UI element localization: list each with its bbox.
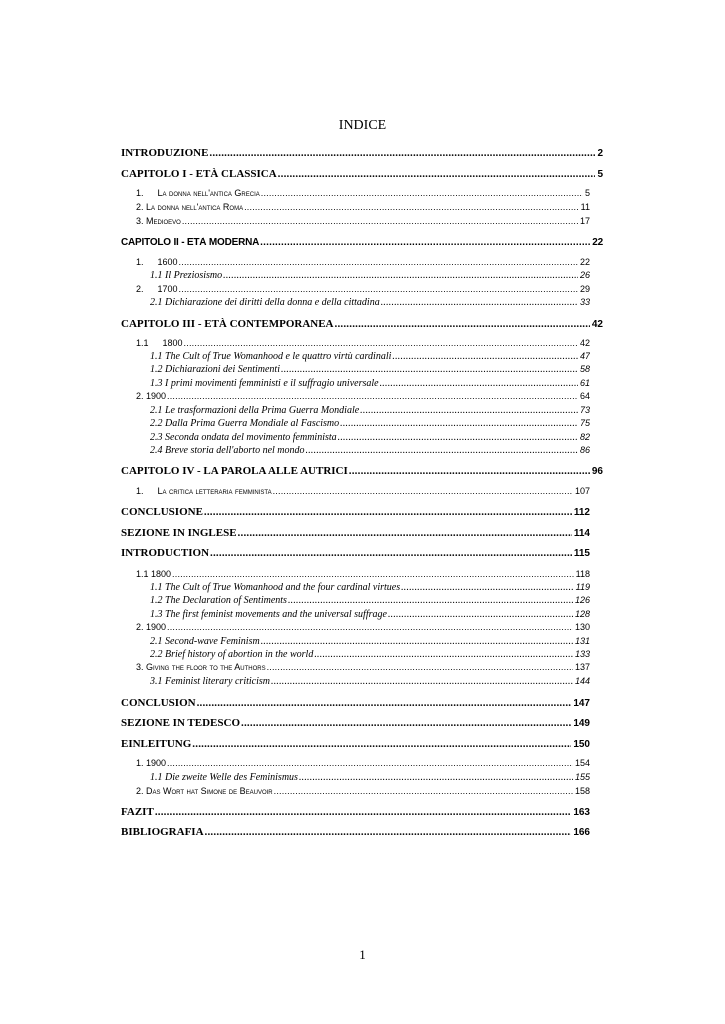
- toc-chapter-entry: [121, 806, 590, 818]
- toc-subsection-entry: [150, 270, 590, 281]
- dot-leader: [273, 486, 573, 496]
- toc-section-entry: [136, 188, 590, 198]
- toc-page-number: 144: [574, 676, 590, 686]
- toc-entry-label: CAPITOLO III - ETÀ CONTEMPORANEA: [121, 318, 334, 330]
- toc-section-entry: [136, 486, 590, 496]
- toc-entry-label: 2.1 Le trasformazioni della Prima Guerra Mondiale: [150, 405, 360, 416]
- dot-leader: [167, 391, 578, 401]
- toc-subsection-entry: [150, 445, 590, 456]
- toc-subsection-entry: [150, 649, 590, 660]
- toc-page-number: 131: [574, 636, 590, 646]
- toc-entry-label: BIBLIOGRAFIA: [121, 826, 204, 838]
- toc-chapter-entry: [121, 318, 603, 330]
- toc-page-number: 107: [574, 486, 590, 496]
- dot-leader: [388, 609, 573, 620]
- toc-subsection-entry: [150, 297, 590, 308]
- toc-entry-label: 1.1 The Cult of True Womanhood e le quattro virtù cardinali: [150, 351, 392, 362]
- toc-page-number: 22: [592, 237, 603, 248]
- toc-page-number: 58: [579, 364, 590, 374]
- toc-chapter-entry: [121, 168, 603, 180]
- toc-subsection-entry: [150, 432, 590, 443]
- dot-leader: [241, 717, 571, 729]
- toc-chapter-entry: [121, 527, 590, 539]
- toc-page-number: 75: [579, 418, 590, 428]
- toc-section-entry: [136, 391, 590, 401]
- dot-leader: [167, 758, 573, 768]
- dot-leader: [274, 786, 573, 796]
- toc-section-entry: [136, 622, 590, 632]
- toc-page-number: 154: [574, 758, 590, 768]
- dot-leader: [179, 284, 578, 294]
- toc-entry-label: INTRODUZIONE: [121, 147, 209, 159]
- toc-subsection-entry: [150, 364, 590, 375]
- toc-entry-label: 2. 1900: [136, 391, 167, 401]
- dot-leader: [260, 237, 590, 248]
- dot-leader: [167, 622, 573, 632]
- dot-leader: [306, 445, 578, 456]
- toc-entry-label: 1700: [157, 284, 178, 294]
- dot-leader: [299, 772, 573, 783]
- dot-leader: [278, 168, 596, 180]
- dot-leader: [172, 569, 574, 579]
- toc-page-number: 82: [579, 432, 590, 442]
- toc-page-number: 17: [579, 216, 590, 226]
- toc-entry-label: 1.1 Il Preziosismo: [150, 270, 223, 281]
- dot-leader: [267, 662, 573, 672]
- toc-entry-label: SEZIONE IN INGLESE: [121, 527, 237, 539]
- toc-section-entry: [136, 257, 590, 267]
- toc-entry-label: CONCLUSIONE: [121, 506, 203, 518]
- dot-leader: [184, 338, 578, 348]
- toc-subsection-entry: [150, 676, 590, 687]
- dot-leader: [340, 418, 578, 429]
- dot-leader: [244, 202, 579, 212]
- dot-leader: [192, 738, 571, 750]
- toc-page-number: 96: [591, 466, 603, 477]
- toc-chapter-entry: [121, 738, 590, 750]
- toc-page-number: 149: [573, 718, 590, 729]
- toc-entry-label: 3. Giving the floor to the Authors: [136, 662, 266, 672]
- toc-chapter-entry: [121, 717, 590, 729]
- toc-chapter-entry: [121, 697, 590, 709]
- toc-page-number: 128: [574, 609, 590, 619]
- toc-section-entry: [136, 338, 590, 348]
- toc-page-number: 61: [579, 378, 590, 388]
- toc-page-number: 26: [579, 270, 590, 280]
- toc-page-number: 64: [579, 391, 590, 401]
- toc-chapter-entry: [121, 237, 603, 248]
- toc-section-entry: [136, 216, 590, 226]
- toc-page-number: 126: [574, 595, 590, 605]
- toc-entry-label: CONCLUSION: [121, 697, 196, 709]
- toc-entry-label: 3. Medioevo: [136, 216, 181, 226]
- dot-leader: [288, 595, 573, 606]
- toc-subsection-entry: [150, 595, 590, 606]
- dot-leader: [155, 806, 572, 818]
- toc-entry-label: 2.3 Seconda ondata del movimento femminista: [150, 432, 337, 443]
- toc-entry-label: 1.2 The Declaration of Sentiments: [150, 595, 287, 606]
- toc-subsection-entry: [150, 609, 590, 620]
- toc-entry-label: 2.2 Dalla Prima Guerra Mondiale al Fascismo: [150, 418, 340, 429]
- toc-page-number: 22: [579, 257, 590, 267]
- toc-entry-label: 1.2 Dichiarazioni dei Sentimenti: [150, 364, 280, 375]
- toc-entry-label: 2. La donna nell'antica Roma: [136, 202, 244, 212]
- toc-page-number: 115: [573, 548, 590, 559]
- toc-chapter-entry: [121, 506, 590, 518]
- toc-entry-label: 2.4 Breve storia dell'aborto nel mondo: [150, 445, 305, 456]
- dot-leader: [281, 364, 578, 375]
- dot-leader: [271, 676, 573, 687]
- toc-page-number: 150: [573, 739, 590, 750]
- toc-page-number: 130: [574, 622, 590, 632]
- toc-section-entry: [136, 662, 590, 672]
- toc-entry-label: 2. 1900: [136, 622, 167, 632]
- toc-entry-number: 1.: [136, 188, 144, 198]
- dot-leader: [392, 351, 578, 362]
- toc-page-number: 5: [584, 188, 590, 198]
- page-title: INDICE: [338, 118, 387, 133]
- toc-page-number: 29: [579, 284, 590, 294]
- dot-leader: [261, 188, 583, 198]
- toc-entry-label: SEZIONE IN TEDESCO: [121, 717, 241, 729]
- toc-subsection-entry: [150, 636, 590, 647]
- toc-entry-number: 2.: [136, 284, 144, 294]
- toc-page-number: 137: [574, 662, 590, 672]
- toc-page-number: 118: [575, 569, 590, 579]
- dot-leader: [335, 318, 590, 330]
- toc-page-number: 112: [573, 507, 590, 518]
- toc-subsection-entry: [150, 351, 590, 362]
- toc-entry-label: CAPITOLO I - ETÀ CLASSICA: [121, 168, 277, 180]
- toc-page-number: 147: [573, 698, 590, 709]
- toc-subsection-entry: [150, 405, 590, 416]
- toc-section-entry: [136, 569, 590, 579]
- dot-leader: [223, 270, 578, 281]
- toc-page-number: 119: [575, 582, 590, 592]
- dot-leader: [380, 378, 578, 389]
- dot-leader: [360, 405, 578, 416]
- toc-subsection-entry: [150, 582, 590, 593]
- page-number: 1: [359, 947, 366, 962]
- toc-subsection-entry: [150, 418, 590, 429]
- toc-page-number: 42: [591, 319, 603, 330]
- toc-entry-label: FAZIT: [121, 806, 154, 818]
- dot-leader: [209, 147, 595, 159]
- toc-entry-label: EINLEITUNG: [121, 738, 192, 750]
- dot-leader: [338, 432, 578, 443]
- dot-leader: [261, 636, 573, 647]
- toc-page-number: 33: [579, 297, 590, 307]
- toc-entry-label: 1600: [157, 257, 178, 267]
- toc-page-number: 133: [574, 649, 590, 659]
- dot-leader: [204, 506, 572, 518]
- toc-chapter-entry: [121, 547, 590, 559]
- toc-page-number: 5: [597, 169, 603, 180]
- toc-entry-label: 2.1 Second-wave Feminism: [150, 636, 260, 647]
- toc-entry-number: 1.: [136, 257, 144, 267]
- dot-leader: [205, 826, 572, 838]
- toc-chapter-entry: [121, 826, 590, 838]
- toc-entry-label: 1.1 The Cult of True Womanhood and the four cardinal virtues: [150, 582, 401, 593]
- toc-entry-label: 1800: [162, 338, 183, 348]
- toc-page-number: 166: [573, 827, 590, 838]
- toc-entry-label: 1.1 1800: [136, 569, 172, 579]
- toc-entry-label: 2.2 Brief history of abortion in the world: [150, 649, 314, 660]
- toc-section-entry: [136, 284, 590, 294]
- toc-section-entry: [136, 786, 590, 796]
- toc-entry-label: 2.1 Dichiarazione dei diritti della donna e della cittadina: [150, 297, 380, 308]
- dot-leader: [349, 465, 590, 477]
- dot-leader: [179, 257, 578, 267]
- toc-entry-label: 1.3 I primi movimenti femministi e il suffragio universale: [150, 378, 379, 389]
- toc-page-number: 158: [574, 786, 590, 796]
- toc-entry-label: 3.1 Feminist literary criticism: [150, 676, 270, 687]
- toc-entry-label: CAPITOLO IV - LA PAROLA ALLE AUTRICI: [121, 465, 348, 477]
- toc-page-number: 73: [579, 405, 590, 415]
- toc-page-number: 86: [579, 445, 590, 455]
- toc-section-entry: [136, 758, 590, 768]
- toc-entry-label: 2. Das Wort hat Simone de Beauvoir: [136, 786, 273, 796]
- toc-entry-number: 1.1: [136, 338, 149, 348]
- toc-entry-label: La donna nell'antica Grecia: [157, 188, 260, 198]
- toc-page-number: 47: [579, 351, 590, 361]
- toc-page-number: 163: [573, 807, 590, 818]
- toc-page-number: 114: [573, 528, 590, 539]
- dot-leader: [182, 216, 578, 226]
- toc-chapter-entry: [121, 147, 603, 159]
- toc-entry-label: 1.3 The first feminist movements and the universal suffrage: [150, 609, 387, 620]
- toc-page-number: 2: [597, 148, 603, 159]
- toc-subsection-entry: [150, 378, 590, 389]
- toc-page-number: 155: [574, 772, 590, 782]
- toc-subsection-entry: [150, 772, 590, 783]
- dot-leader: [210, 547, 572, 559]
- toc-entry-number: 1.: [136, 486, 144, 496]
- toc-chapter-entry: [121, 465, 603, 477]
- toc-entry-label: 1. 1900: [136, 758, 167, 768]
- toc-entry-label: La critica letteraria femminista: [157, 486, 272, 496]
- toc-entry-label: 1.1 Die zweite Welle des Feminismus: [150, 772, 298, 783]
- toc-page-number: 42: [579, 338, 590, 348]
- dot-leader: [314, 649, 573, 660]
- dot-leader: [197, 697, 572, 709]
- dot-leader: [401, 582, 574, 593]
- toc-section-entry: [136, 202, 590, 212]
- toc-page-number: 11: [580, 202, 590, 212]
- dot-leader: [381, 297, 578, 308]
- toc-entry-label: INTRODUCTION: [121, 547, 210, 559]
- toc-entry-label: CAPITOLO II - ETÀ MODERNA: [121, 237, 260, 248]
- dot-leader: [238, 527, 572, 539]
